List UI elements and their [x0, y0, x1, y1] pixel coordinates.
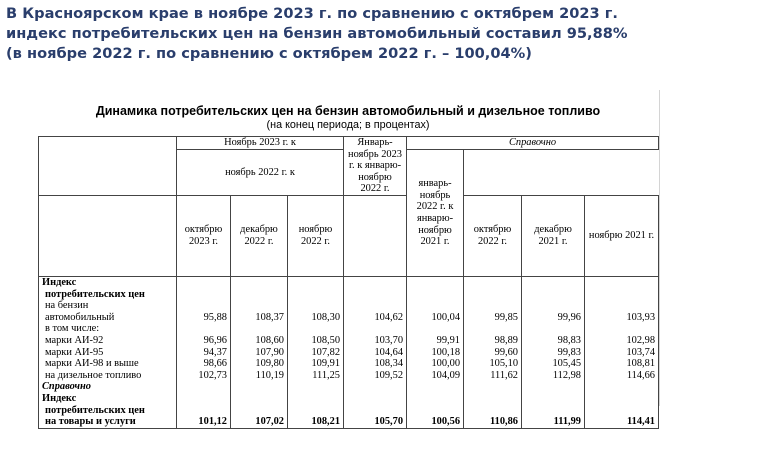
header-group-nov2023: Ноябрь 2023 г. к	[177, 137, 344, 150]
cell: 104,62	[344, 312, 407, 324]
cell: 99,83	[522, 347, 585, 359]
row-label: марки АИ-95	[39, 347, 177, 359]
section-row-1	[39, 276, 659, 288]
table-row-ai95	[39, 347, 659, 359]
cell: 107,82	[288, 347, 344, 359]
row-label: на дизельное топливо	[39, 370, 177, 382]
ref-index-row-1	[39, 393, 659, 405]
table-subtitle: (на конец периода; в процентах)	[266, 119, 430, 131]
cell: 96,96	[177, 335, 231, 347]
cell: 100,04	[407, 312, 464, 324]
cell: 98,89	[464, 335, 522, 347]
cell: 102,98	[585, 335, 659, 347]
headline-line-2: индекс потребительских цен на бензин автомобильный составил 95,88%	[6, 25, 628, 42]
cell: 101,12	[177, 416, 231, 428]
table-row-diesel	[39, 370, 659, 382]
section-header-3: на бензин	[39, 300, 177, 312]
section-header-1: Индекс	[39, 276, 177, 288]
cell: 94,37	[177, 347, 231, 359]
cell: 109,52	[344, 370, 407, 382]
cell: 108,21	[288, 416, 344, 428]
cell: 95,88	[177, 312, 231, 324]
table-row-ai98	[39, 358, 659, 370]
cell: 98,66	[177, 358, 231, 370]
cell: 103,93	[585, 312, 659, 324]
header-empty-cell	[39, 137, 177, 196]
ref-index-2: потребительских цен	[39, 405, 177, 417]
cell: 98,83	[522, 335, 585, 347]
row-label: марки АИ-98 и выше	[39, 358, 177, 370]
header-jan-nov-2022: январь-ноябрь 2022 г. к январю-ноябрю 2021 г.	[407, 150, 464, 277]
row-label: на товары и услуги	[39, 416, 177, 428]
cell: 108,60	[231, 335, 288, 347]
table-row-gasoline	[39, 312, 659, 324]
cell: 99,60	[464, 347, 522, 359]
header-row-3	[39, 195, 659, 276]
cell: 107,02	[231, 416, 288, 428]
cell: 100,56	[407, 416, 464, 428]
header-jan-nov-2023: Январь-ноябрь 2023 г. к январю-ноябрю 2022 г.	[344, 137, 407, 196]
headline-line-3: (в ноябре 2022 г. по сравнению с октябрем 2022 г. – 100,04%)	[6, 45, 532, 62]
header-group-nov2022: ноябрь 2022 г. к	[177, 150, 344, 196]
cell: 110,19	[231, 370, 288, 382]
cell: 111,62	[464, 370, 522, 382]
cell: 100,18	[407, 347, 464, 359]
cell: 108,81	[585, 358, 659, 370]
cell: 103,70	[344, 335, 407, 347]
header-blank-2	[344, 195, 407, 276]
header-oct2022: октябрю 2022 г.	[464, 195, 522, 276]
section-row-3	[39, 300, 659, 312]
cell: 103,74	[585, 347, 659, 359]
cell: 111,99	[522, 416, 585, 428]
table-title: Динамика потребительских цен на бензин автомобильный и дизельное топливо	[95, 104, 601, 118]
cell: 100,00	[407, 358, 464, 370]
cell: 107,90	[231, 347, 288, 359]
cell: 114,41	[585, 416, 659, 428]
cell: 105,45	[522, 358, 585, 370]
cell: 111,25	[288, 370, 344, 382]
price-dynamics-table	[38, 136, 659, 429]
cell: 99,85	[464, 312, 522, 324]
headline-line-1: В Красноярском крае в ноябре 2023 г. по сравнению с октябрем 2023 г.	[6, 5, 618, 22]
header-row-1	[39, 137, 659, 150]
cell: 109,80	[231, 358, 288, 370]
cell: 102,73	[177, 370, 231, 382]
table-row-goods	[39, 416, 659, 428]
headline	[6, 4, 746, 64]
header-blank	[39, 195, 177, 276]
header-group-reference: Справочно	[407, 137, 659, 150]
cell: 114,66	[585, 370, 659, 382]
cell: 110,86	[464, 416, 522, 428]
cell: 105,70	[344, 416, 407, 428]
header-oct2023: октябрю 2023 г.	[177, 195, 231, 276]
cell: 108,37	[231, 312, 288, 324]
cell: 105,10	[464, 358, 522, 370]
reference-row	[39, 381, 659, 393]
section-row-2	[39, 289, 659, 301]
vertical-divider	[659, 90, 660, 406]
including-row	[39, 323, 659, 335]
header-nov2021: ноябрю 2021 г.	[585, 195, 659, 276]
cell: 109,91	[288, 358, 344, 370]
header-dec2021: декабрю 2021 г.	[522, 195, 585, 276]
reference-label: Справочно	[39, 381, 177, 393]
row-label: марки АИ-92	[39, 335, 177, 347]
cell: 108,30	[288, 312, 344, 324]
section-header-2: потребительских цен	[39, 289, 177, 301]
ref-index-row-2	[39, 405, 659, 417]
cell: 104,09	[407, 370, 464, 382]
ref-index-1: Индекс	[39, 393, 177, 405]
document-image	[38, 104, 658, 429]
header-dec2022: декабрю 2022 г.	[231, 195, 288, 276]
cell: 112,98	[522, 370, 585, 382]
cell: 99,91	[407, 335, 464, 347]
including-label: в том числе:	[39, 323, 177, 335]
table-row-ai92	[39, 335, 659, 347]
row-label: автомобильный	[39, 312, 177, 324]
cell: 99,96	[522, 312, 585, 324]
cell: 108,50	[288, 335, 344, 347]
header-nov2022: ноябрю 2022 г.	[288, 195, 344, 276]
cell: 108,34	[344, 358, 407, 370]
cell: 104,64	[344, 347, 407, 359]
